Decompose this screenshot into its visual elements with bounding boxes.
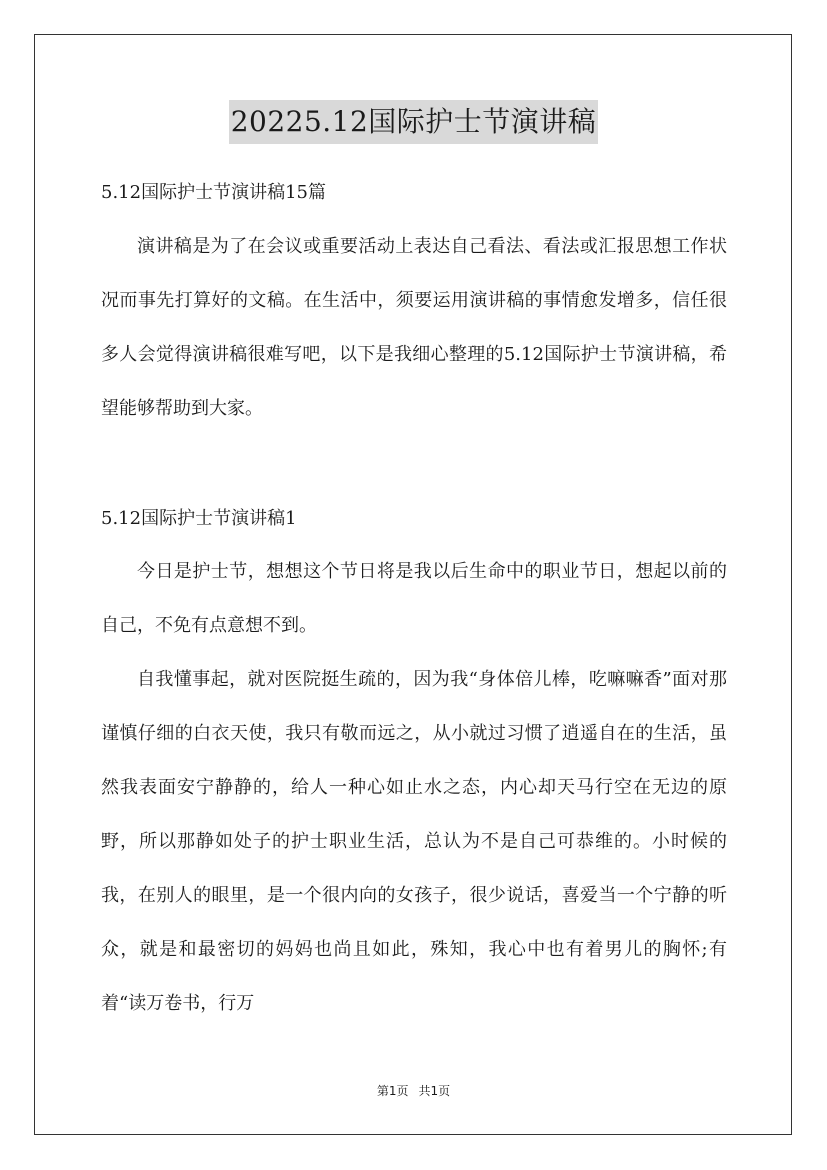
- intro-paragraph: 演讲稿是为了在会议或重要活动上表达自己看法、看法或汇报思想工作状况而事先打算好的文稿。在生活中，须要运用演讲稿的事情愈发增多，信任很多人会觉得演讲稿很难写吧，以下是我细心整理的5.12国际护士节演讲稿，希望能够帮助到大家。: [101, 236, 727, 419]
- document-subtitle: 5.12国际护士节演讲稿15篇: [101, 182, 326, 203]
- body-block: [101, 545, 727, 1031]
- page-number: 第1页: [376, 1084, 409, 1098]
- page-total: 共1页: [418, 1084, 451, 1098]
- body-paragraph: 自我懂事起，就对医院挺生疏的，因为我“身体倍儿棒，吃嘛嘛香”面对那谨慎仔细的白衣天使，我只有敬而远之，从小就过习惯了逍遥自在的生活，虽然我表面安宁静静的，给人一种心如止水之态，内心却天马行空在无边的原野，所以那静如处子的护士职业生活，总认为不是自己可恭维的。小时候的我，在别人的眼里，是一个很内向的女孩子，很少说话，喜爱当一个宁静的听众，就是和最密切的妈妈也尚且如此，殊知，我心中也有着男儿的胸怀;有着“读万卷书，行万: [101, 669, 727, 1014]
- intro-block: [101, 220, 727, 436]
- section-heading: 5.12国际护士节演讲稿1: [101, 508, 297, 529]
- subtitle-block: [101, 174, 727, 211]
- body-paragraph: 今日是护士节，想想这个节日将是我以后生命中的职业节日，想起以前的自己，不免有点意想不到。: [101, 561, 727, 636]
- page-footer: [0, 1082, 827, 1099]
- section-heading-block: [101, 500, 727, 537]
- title-container: [0, 100, 827, 144]
- document-title: 20225.12国际护士节演讲稿: [229, 100, 599, 144]
